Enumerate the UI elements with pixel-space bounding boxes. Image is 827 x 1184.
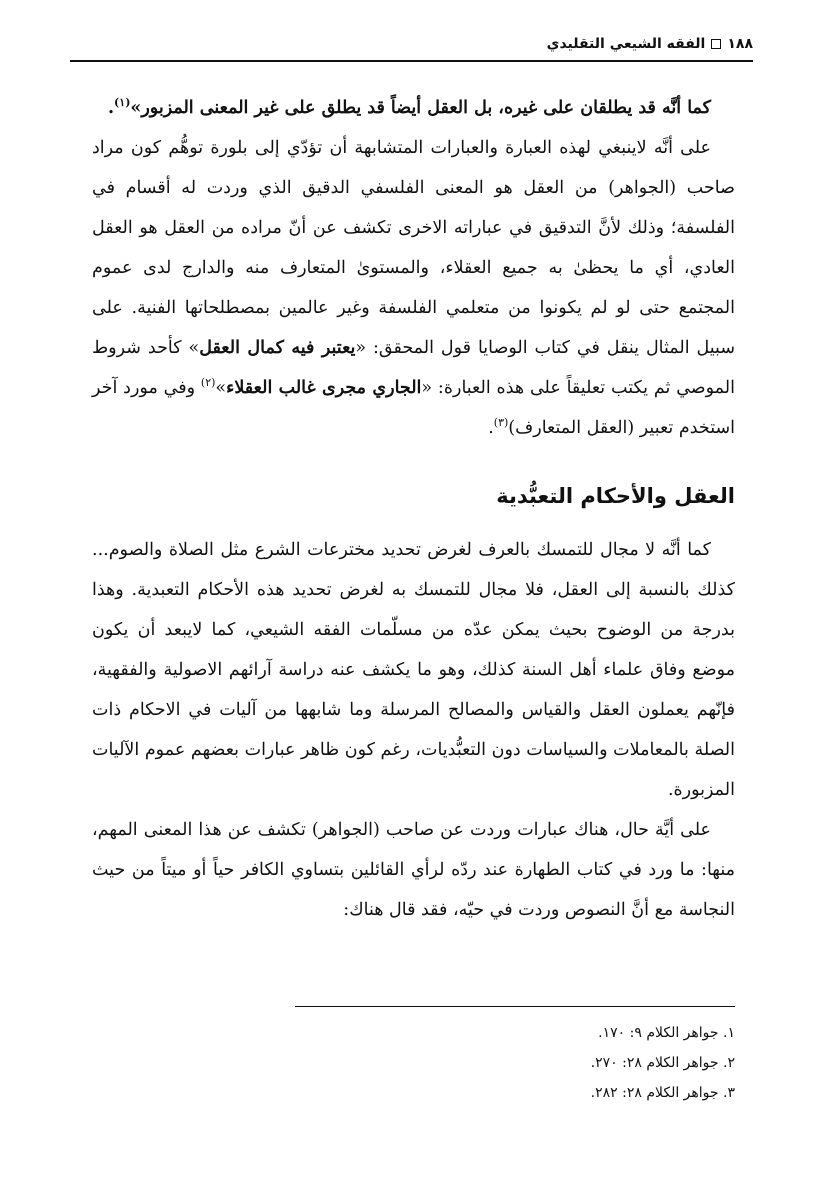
section-heading: العقل والأحكام التعبُّدية	[496, 484, 735, 508]
footnote-rule	[295, 1006, 735, 1007]
running-head	[547, 36, 753, 52]
paragraph-text-tail: وفي مورد آخر استخدم تعبير (العقل المتعارف)	[92, 378, 735, 438]
footnote-ref-3: (٣)	[493, 416, 509, 430]
main-text	[92, 88, 735, 930]
quoted-phrase-1: يعتبر فيه كمال العقل	[199, 338, 356, 358]
quoted-phrase-2: الجاري مجرى غالب العقلاء	[226, 378, 422, 398]
footnote-1: ١. جواهر الكلام ٩: ١٧٠.	[598, 1025, 735, 1041]
footnote-ref-1: (١)	[114, 96, 131, 110]
paragraph-text: على أنَّه لاينبغي لهذه العبارة والعبارات المتشابهة أن تؤدّي إلى بلورة توهُّم كون مراد صاحب (الجواهر) من العقل هو المعنى الفلسفي الدقيق الذي وردت له أقسام في الفلسفة؛ وذلك لأنَّ التدقيق في عباراته الاخرى تكشف عن أنّ مراده من العقل هو العقل العادي، أي ما يحظىٰ به جميع العقلاء، والمستوىٰ المتعارف منه والدارج لدى عموم المجتمع حتى لو لم يكونوا من متعلمي الفلسفة وغير عالمين بمصطلحاتها الفنية. على سبيل المثال ينقل في كتاب الوصايا قول المحقق: «	[92, 138, 736, 358]
paragraph-text-mid: » كأحد شروط الموصي ثم يكتب تعليقاً على هذه العبارة: «	[92, 338, 735, 398]
header-rule	[70, 60, 753, 62]
quote-end: .	[107, 98, 115, 118]
paragraph-intellect-meaning	[92, 128, 735, 448]
footnote-2: ٢. جواهر الكلام ٢٨: ٢٧٠.	[590, 1055, 735, 1071]
paragraph-devotional-rulings: كما أنَّه لا مجال للتمسك بالعرف لغرض تحديد مخترعات الشرع مثل الصلاة والصوم... كذلك بالنسبة إلى العقل، فلا مجال للتمسك به لغرض تحديد هذه الأحكام التعبدية. وهذا بدرجة من الوضوح بحيث يمكن عدّه من مسلّمات الفقه الشيعي، كما لايبعد أن يكون موضع وفاق علماء أهل السنة كذلك، وهو ما يكشف عنه دراسة آرائهم الاصولية والفقهية، فإنّهم يعملون العقل والقياس والمصالح المرسلة وما شابهها من آليات في الاحكام ذات الصلة بالمعاملات والسياسات دون التعبُّديات، رغم كون ظاهر عبارات بعضهم عموم الآليات المزبورة.	[92, 540, 735, 800]
quote-close-mark: »	[215, 378, 227, 398]
footnote-3: ٣. جواهر الكلام ٢٨: ٢٨٢.	[590, 1085, 735, 1101]
quote-text: كما أنَّه قد يطلقان على غيره، بل العقل أيضاً قد يطلق على غير المعنى المزبور»	[130, 98, 711, 118]
separator-square-icon	[711, 39, 721, 49]
book-title: الفقه الشيعي التقليدي	[546, 36, 706, 52]
quote-continuation-paragraph	[92, 88, 735, 128]
footnotes	[92, 1018, 735, 1108]
paragraph-jawahir-statements: على أيَّة حال، هناك عبارات وردت عن صاحب (الجواهر) تكشف عن هذا المعنى المهم، منها: ما ورد في كتاب الطهارة عند ردّه لرأي القائلين بتساوي الكافر حياً أو ميتاً من حيث النجاسة مع أنَّ النصوص وردت في حيّه، فقد قال هناك:	[92, 820, 735, 920]
footnote-ref-2: (٢)	[200, 376, 216, 390]
paragraph-end: .	[488, 418, 494, 438]
page-number: ١٨٨	[727, 36, 753, 52]
